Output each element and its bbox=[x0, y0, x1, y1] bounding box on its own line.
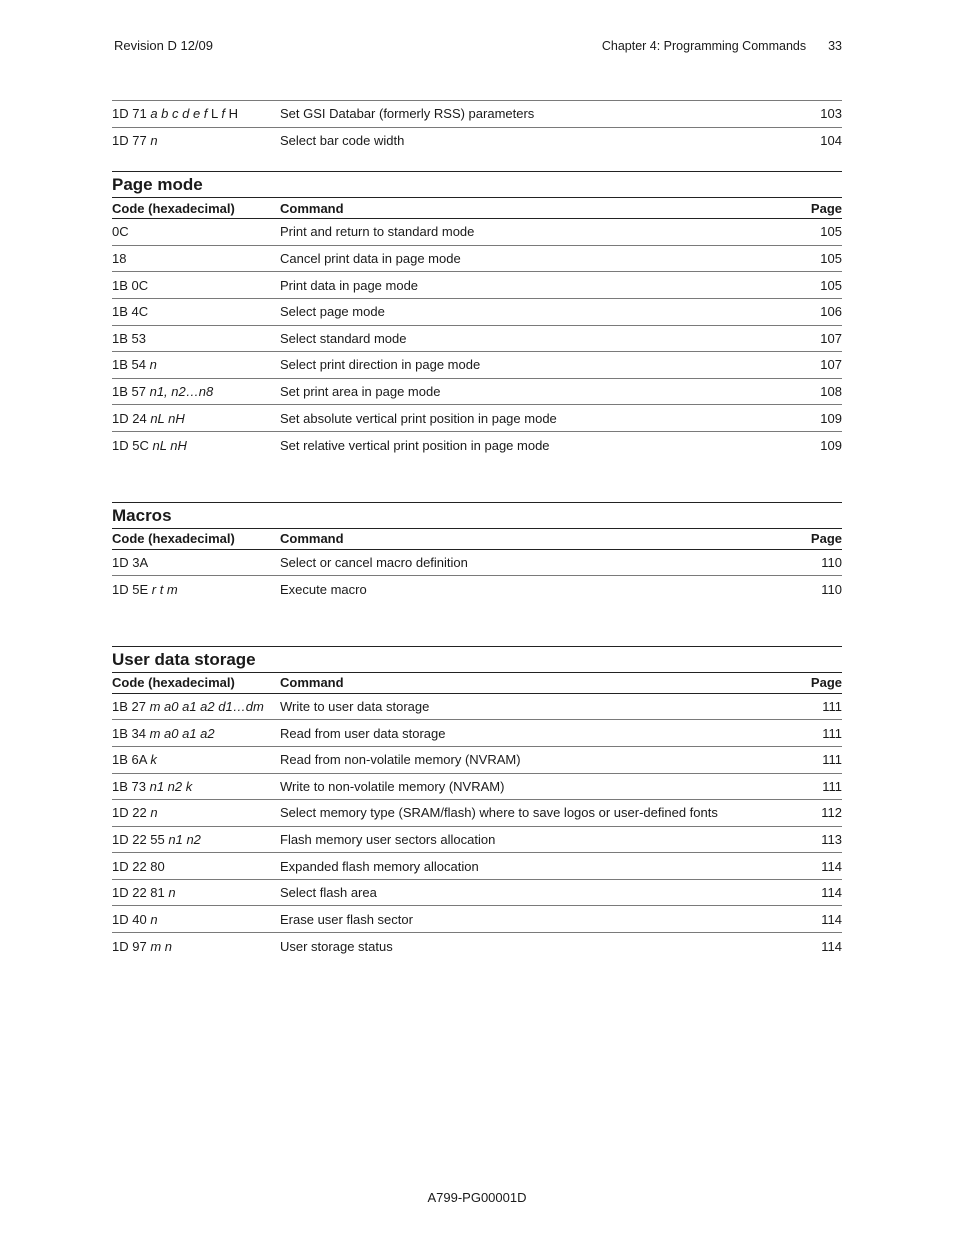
command-cell: Set GSI Databar (formerly RSS) parameters bbox=[280, 106, 535, 122]
page-column-header: Page bbox=[810, 675, 842, 691]
table-row bbox=[112, 880, 842, 907]
chapter-heading bbox=[602, 39, 842, 53]
code-cell: 1B 73 n1 n2 k bbox=[112, 778, 193, 794]
table-row bbox=[112, 219, 842, 246]
code-cell: 1B 53 bbox=[112, 330, 146, 346]
code-cell: 1D 40 n bbox=[112, 911, 158, 927]
command-cell: Select or cancel macro definition bbox=[280, 554, 468, 570]
page-cell: 106 bbox=[820, 304, 842, 320]
table-row bbox=[112, 853, 842, 880]
section-title: Macros bbox=[112, 503, 842, 529]
revision-label: Revision D 12/09 bbox=[114, 38, 213, 53]
page-cell: 105 bbox=[820, 277, 842, 293]
command-cell: Write to non-volatile memory (NVRAM) bbox=[280, 778, 505, 794]
code-cell: 1D 77 n bbox=[112, 133, 158, 149]
code-cell: 1D 22 81 n bbox=[112, 885, 176, 901]
page-cell: 105 bbox=[820, 224, 842, 240]
code-cell: 18 bbox=[112, 251, 127, 267]
table-row bbox=[112, 694, 842, 721]
page-cell: 114 bbox=[821, 858, 842, 874]
code-cell: 1D 5C nL nH bbox=[112, 437, 187, 453]
table-row bbox=[112, 800, 842, 827]
page-number: 33 bbox=[828, 39, 842, 53]
table-row bbox=[112, 827, 842, 854]
table-row bbox=[112, 720, 842, 747]
command-cell: Flash memory user sectors allocation bbox=[280, 831, 496, 847]
command-cell: Expanded flash memory allocation bbox=[280, 858, 479, 874]
page-cell: 109 bbox=[820, 437, 842, 453]
page-cell: 107 bbox=[820, 357, 842, 373]
code-cell: 1D 97 m n bbox=[112, 938, 172, 954]
code-cell: 1D 22 n bbox=[112, 805, 158, 821]
command-cell: Cancel print data in page mode bbox=[280, 251, 461, 267]
command-cell: Erase user flash sector bbox=[280, 911, 413, 927]
command-cell: Set relative vertical print position in page mode bbox=[280, 437, 550, 453]
page-cell: 113 bbox=[821, 831, 842, 847]
command-cell: Select standard mode bbox=[280, 330, 407, 346]
page-cell: 107 bbox=[820, 330, 842, 346]
code-cell: 1B 6A k bbox=[112, 752, 157, 768]
table-row bbox=[112, 576, 842, 603]
continued-table bbox=[112, 100, 842, 154]
code-cell: 1D 5E r t m bbox=[112, 581, 178, 597]
code-cell: 1B 27 m a0 a1 a2 d1…dm bbox=[112, 699, 264, 715]
code-cell: 1B 0C bbox=[112, 277, 149, 293]
code-cell: 1B 54 n bbox=[112, 357, 157, 373]
code-cell: 1D 3A bbox=[112, 554, 149, 570]
table-row bbox=[112, 246, 842, 273]
table-row bbox=[112, 272, 842, 299]
table-header-row bbox=[112, 529, 842, 550]
page-cell: 112 bbox=[821, 805, 842, 821]
table-header-row bbox=[112, 198, 842, 219]
page-cell: 111 bbox=[822, 699, 842, 715]
code-cell: 1D 71 a b c d e f L f H bbox=[112, 106, 239, 122]
table-row bbox=[112, 379, 842, 406]
command-column-header: Command bbox=[280, 200, 344, 216]
command-tables bbox=[112, 100, 842, 960]
table-row bbox=[112, 128, 842, 155]
code-cell: 1D 22 55 n1 n2 bbox=[112, 831, 201, 847]
command-cell: Select page mode bbox=[280, 304, 385, 320]
sections-container bbox=[112, 171, 842, 959]
table-row bbox=[112, 774, 842, 801]
table-row bbox=[112, 432, 842, 459]
table-header-row bbox=[112, 673, 842, 694]
command-cell: Select bar code width bbox=[280, 133, 405, 149]
command-cell: Select flash area bbox=[280, 885, 377, 901]
command-cell: User storage status bbox=[280, 938, 393, 954]
table-row bbox=[112, 326, 842, 353]
page-cell: 105 bbox=[820, 251, 842, 267]
document-id: A799-PG00001D bbox=[427, 1190, 527, 1205]
code-cell: 1D 24 nL nH bbox=[112, 410, 185, 426]
section-title: Page mode bbox=[112, 172, 842, 198]
code-cell: 1D 22 80 bbox=[112, 858, 165, 874]
command-cell: Read from non-volatile memory (NVRAM) bbox=[280, 752, 521, 768]
page-cell: 108 bbox=[820, 384, 842, 400]
command-cell: Execute macro bbox=[280, 581, 367, 597]
code-cell: 1B 57 n1, n2…n8 bbox=[112, 384, 214, 400]
section-user-data-storage bbox=[112, 646, 842, 960]
chapter-title: Chapter 4: Programming Commands bbox=[601, 39, 807, 53]
table-row bbox=[112, 101, 842, 128]
code-cell: 1B 34 m a0 a1 a2 bbox=[112, 725, 215, 741]
page-cell: 109 bbox=[820, 410, 842, 426]
command-cell: Print and return to standard mode bbox=[280, 224, 475, 240]
page-column-header: Page bbox=[810, 531, 842, 547]
command-column-header: Command bbox=[280, 675, 344, 691]
page-cell: 114 bbox=[821, 938, 842, 954]
section-macros bbox=[112, 502, 842, 603]
command-cell: Read from user data storage bbox=[280, 725, 446, 741]
page-cell: 111 bbox=[822, 778, 842, 794]
code-column-header: Code (hexadecimal) bbox=[112, 675, 235, 691]
command-cell: Set print area in page mode bbox=[280, 384, 441, 400]
command-column-header: Command bbox=[280, 531, 344, 547]
running-header bbox=[112, 38, 842, 58]
section-page-mode bbox=[112, 171, 842, 458]
code-cell: 0C bbox=[112, 224, 129, 240]
page-cell: 114 bbox=[821, 885, 842, 901]
page-column-header: Page bbox=[810, 200, 842, 216]
table-row bbox=[112, 550, 842, 577]
command-cell: Select memory type (SRAM/flash) where to save logos or user-defined fonts bbox=[280, 805, 718, 821]
section-title: User data storage bbox=[112, 647, 842, 673]
page-cell: 111 bbox=[822, 752, 842, 768]
table-row bbox=[112, 906, 842, 933]
table-row bbox=[112, 352, 842, 379]
command-cell: Set absolute vertical print position in page mode bbox=[280, 410, 557, 426]
command-cell: Print data in page mode bbox=[280, 277, 419, 293]
page-cell: 110 bbox=[821, 554, 842, 570]
page-cell: 111 bbox=[822, 725, 842, 741]
table-row bbox=[112, 405, 842, 432]
page-cell: 110 bbox=[821, 581, 842, 597]
table-row bbox=[112, 299, 842, 326]
code-column-header: Code (hexadecimal) bbox=[112, 200, 235, 216]
command-cell: Select print direction in page mode bbox=[280, 357, 481, 373]
page-cell: 104 bbox=[820, 133, 842, 149]
code-column-header: Code (hexadecimal) bbox=[112, 531, 235, 547]
code-cell: 1B 4C bbox=[112, 304, 149, 320]
table-row bbox=[112, 747, 842, 774]
page-cell: 103 bbox=[820, 106, 842, 122]
page-cell: 114 bbox=[821, 911, 842, 927]
table-row bbox=[112, 933, 842, 960]
command-cell: Write to user data storage bbox=[280, 699, 430, 715]
